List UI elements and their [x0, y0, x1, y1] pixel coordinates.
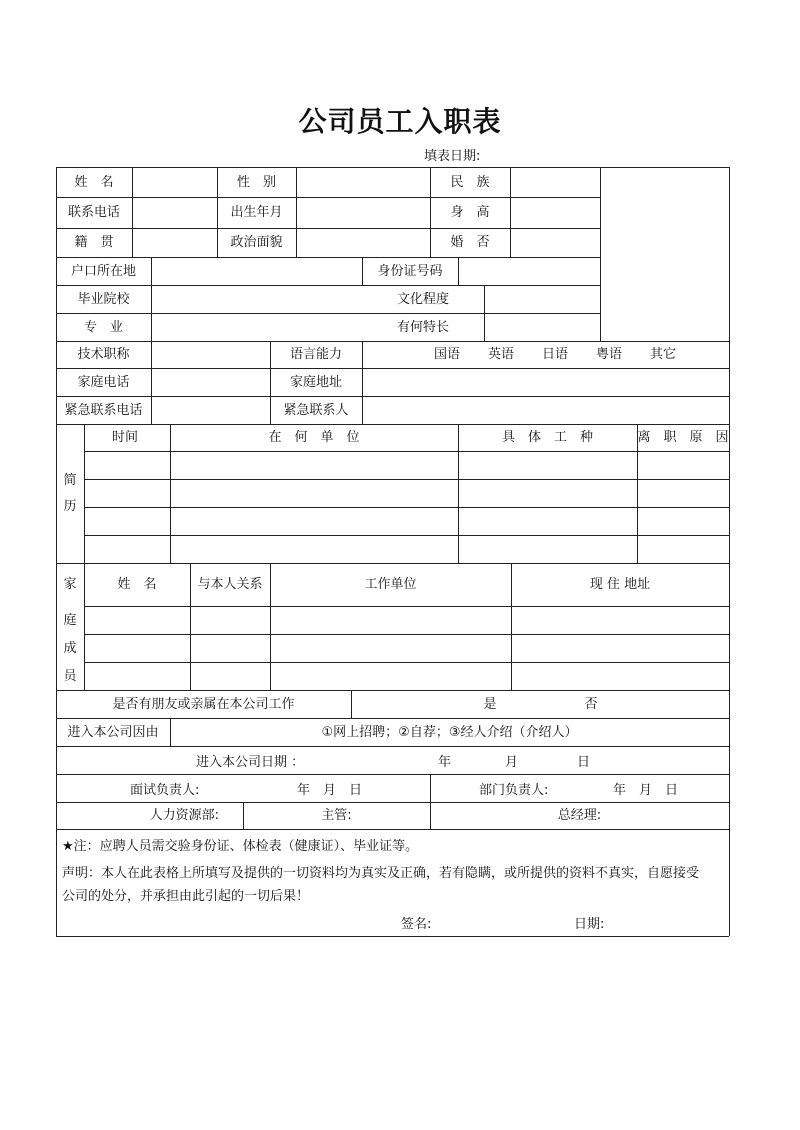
lang-option-mandarin[interactable]: 国语	[433, 347, 460, 362]
interviewer-date: 年 月 日	[297, 782, 363, 798]
resume-section-label	[56, 424, 84, 563]
name-label: 姓 名	[74, 174, 114, 190]
ethnicity-label: 民 族	[450, 174, 490, 190]
family-side-char: 员	[63, 668, 77, 684]
family-side-char: 庭	[63, 612, 77, 628]
gm-label: 总经理:	[557, 808, 602, 823]
line	[351, 690, 352, 718]
line	[56, 936, 729, 937]
education-field[interactable]	[485, 286, 600, 313]
family-header-name: 姓 名	[117, 577, 157, 592]
reason-label: 进入本公司因由	[67, 724, 159, 740]
line	[84, 606, 729, 607]
political-label: 政治面貌	[230, 235, 283, 250]
marital-label: 婚 否	[450, 235, 490, 250]
signature-label: 签名:	[401, 916, 432, 932]
emergency-phone-label: 紧急联系电话	[64, 402, 143, 418]
relatives-no-option[interactable]: 否	[584, 696, 598, 712]
tech-title-field[interactable]	[152, 342, 270, 368]
gender-field[interactable]	[297, 168, 430, 197]
declaration-line-2: 公司的处分，并承担由此引起的一切后果！	[62, 888, 310, 904]
entry-date-month: 月	[505, 754, 519, 770]
native-label: 籍 贯	[74, 235, 114, 250]
family-header-relation: 与本人关系	[197, 577, 263, 592]
interviewer-label: 面试负责人:	[130, 782, 200, 798]
education-label: 文化程度	[396, 291, 449, 307]
dept-head-date: 年 月 日	[613, 782, 679, 798]
id-number-field[interactable]	[459, 258, 600, 285]
hr-label: 人力资源部:	[149, 808, 219, 823]
line	[56, 829, 729, 830]
family-section-label	[56, 563, 84, 690]
entry-date-year: 年	[438, 754, 452, 770]
resume-header-time: 时间	[112, 430, 139, 445]
family-side-char: 成	[63, 640, 77, 656]
note-text: ★注：应聘人员需交验身份证、体检表（健康证）、毕业证等。	[62, 838, 419, 854]
gender-label: 性 别	[236, 174, 276, 190]
line	[84, 662, 729, 663]
line	[84, 451, 729, 452]
home-address-label: 家庭地址	[289, 374, 342, 390]
resume-side-char: 简	[63, 472, 77, 488]
birth-field[interactable]	[297, 198, 430, 228]
ethnicity-field[interactable]	[511, 168, 600, 197]
line	[84, 634, 729, 635]
fill-date-label: 填表日期:	[424, 149, 481, 164]
height-field[interactable]	[511, 198, 600, 228]
political-field[interactable]	[297, 229, 430, 257]
date-label: 日期:	[574, 916, 605, 932]
birth-label: 出生年月	[230, 205, 283, 220]
lang-option-other[interactable]: 其它	[649, 347, 676, 362]
reason-options[interactable]: ①网上招聘；②自荐；③经人介绍（介绍人）	[321, 724, 578, 740]
resume-side-char: 历	[63, 498, 77, 514]
line	[56, 746, 729, 747]
declaration-line-1: 声明：本人在此表格上所填写及提供的一切资料均为真实及正确，若有隐瞒，或所提供的资料不真实，自愿接受	[62, 865, 700, 881]
lang-option-japanese[interactable]: 日语	[541, 347, 568, 362]
entry-date-day: 日	[577, 754, 591, 770]
family-header-workplace: 工作单位	[364, 577, 417, 592]
native-field[interactable]	[133, 229, 217, 257]
photo-area[interactable]	[601, 168, 729, 341]
resume-header-job: 具 体 工 种	[501, 430, 593, 445]
lang-option-cantonese[interactable]: 粤语	[595, 347, 622, 362]
resume-header-reason: 离 职 原 因	[637, 430, 729, 445]
name-field[interactable]	[133, 168, 217, 197]
specialty-field[interactable]	[485, 314, 600, 341]
emergency-phone-field[interactable]	[152, 397, 270, 424]
school-label: 毕业院校	[77, 291, 130, 307]
line	[84, 479, 729, 480]
phone-label: 联系电话	[67, 205, 120, 220]
home-phone-field[interactable]	[152, 369, 270, 396]
lang-option-english[interactable]: 英语	[487, 347, 514, 362]
hukou-label: 户口所在地	[70, 263, 136, 279]
relatives-question: 是否有朋友或亲属在本公司工作	[112, 696, 295, 712]
page-title: 公司员工入职表	[298, 105, 502, 138]
height-label: 身 高	[450, 205, 490, 220]
family-side-char: 家	[63, 577, 77, 592]
emergency-contact-field[interactable]	[363, 397, 729, 424]
marital-field[interactable]	[511, 229, 600, 257]
relatives-yes-option[interactable]: 是	[483, 696, 497, 712]
home-address-field[interactable]	[363, 369, 729, 396]
home-phone-label: 家庭电话	[77, 374, 130, 390]
language-label: 语言能力	[289, 347, 342, 362]
line	[84, 535, 729, 536]
id-number-label: 身份证号码	[377, 263, 443, 279]
specialty-label: 有何特长	[396, 319, 449, 335]
hukou-field[interactable]	[152, 258, 362, 285]
dept-head-label: 部门负责人:	[479, 782, 549, 798]
school-field[interactable]	[152, 286, 362, 313]
line	[729, 167, 730, 936]
line	[190, 563, 191, 690]
major-label: 专 业	[83, 319, 123, 335]
emergency-contact-label: 紧急联系人	[283, 402, 349, 418]
entry-date-label: 进入本公司日期 ：	[196, 754, 305, 770]
major-field[interactable]	[152, 314, 362, 341]
phone-field[interactable]	[133, 198, 217, 228]
line	[430, 774, 431, 802]
line	[84, 507, 729, 508]
supervisor-label: 主管:	[321, 808, 352, 823]
family-header-address: 现 住 地址	[589, 577, 651, 592]
tech-title-label: 技术职称	[77, 347, 130, 362]
resume-header-company: 在 何 单 位	[268, 430, 360, 445]
